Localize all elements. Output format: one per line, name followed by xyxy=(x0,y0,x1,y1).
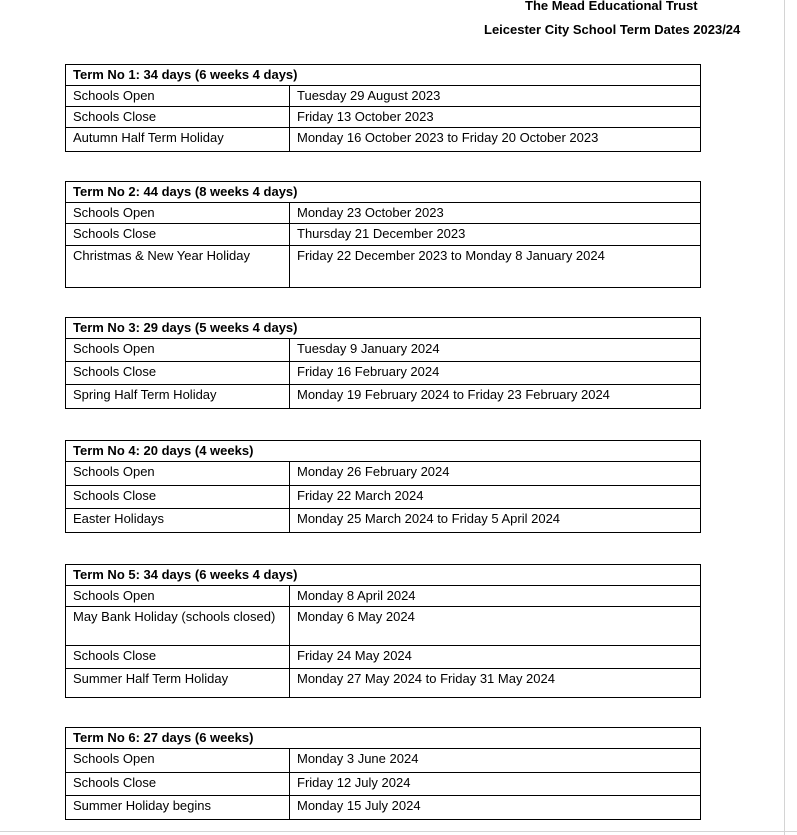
table-row xyxy=(66,773,700,796)
table-row xyxy=(66,586,700,607)
row-label: Christmas & New Year Holiday xyxy=(66,246,290,287)
term-table-3 xyxy=(65,317,701,409)
row-label: Spring Half Term Holiday xyxy=(66,385,290,408)
row-value: Friday 24 May 2024 xyxy=(297,648,412,663)
term-table-2 xyxy=(65,181,701,288)
term-heading: Term No 3: 29 days (5 weeks 4 days) xyxy=(66,318,700,339)
row-value: Friday 22 December 2023 to Monday 8 January 2024 xyxy=(297,248,605,263)
row-value: Monday 27 May 2024 to Friday 31 May 2024 xyxy=(297,671,555,686)
table-row xyxy=(66,362,700,385)
row-label: May Bank Holiday (schools closed) xyxy=(66,607,290,645)
table-row xyxy=(66,107,700,128)
row-value: Friday 13 October 2023 xyxy=(297,109,434,124)
table-row xyxy=(66,224,700,246)
table-row xyxy=(66,462,700,486)
row-value: Monday 16 October 2023 to Friday 20 October 2023 xyxy=(297,130,599,145)
row-value: Friday 12 July 2024 xyxy=(297,775,411,790)
row-label: Schools Close xyxy=(66,224,290,245)
table-row xyxy=(66,203,700,224)
row-value: Monday 8 April 2024 xyxy=(297,588,416,603)
row-label: Schools Open xyxy=(66,749,290,772)
term-heading: Term No 4: 20 days (4 weeks) xyxy=(66,441,700,462)
row-label: Schools Close xyxy=(66,362,290,384)
table-row xyxy=(66,339,700,362)
row-value: Monday 15 July 2024 xyxy=(297,798,421,813)
row-label: Autumn Half Term Holiday xyxy=(66,128,290,151)
term-heading: Term No 5: 34 days (6 weeks 4 days) xyxy=(66,565,700,586)
row-label: Schools Close xyxy=(66,773,290,795)
row-label: Schools Close xyxy=(66,107,290,127)
term-heading: Term No 2: 44 days (8 weeks 4 days) xyxy=(66,182,700,203)
row-value: Monday 26 February 2024 xyxy=(297,464,450,479)
row-label: Schools Open xyxy=(66,339,290,361)
table-row xyxy=(66,669,700,697)
row-label: Schools Close xyxy=(66,486,290,508)
term-table-1 xyxy=(65,64,701,152)
row-label: Schools Open xyxy=(66,86,290,106)
table-row xyxy=(66,246,700,287)
row-value: Friday 22 March 2024 xyxy=(297,488,424,503)
page-edge-right xyxy=(784,0,785,835)
term-table-4 xyxy=(65,440,701,533)
page-edge-bottom xyxy=(0,831,797,832)
term-heading: Term No 6: 27 days (6 weeks) xyxy=(66,728,700,749)
table-row xyxy=(66,509,700,532)
table-row xyxy=(66,486,700,509)
row-label: Schools Open xyxy=(66,586,290,606)
row-value: Monday 19 February 2024 to Friday 23 February 2024 xyxy=(297,387,610,402)
table-row xyxy=(66,749,700,773)
row-label: Summer Holiday begins xyxy=(66,796,290,819)
row-value: Tuesday 29 August 2023 xyxy=(297,88,441,103)
organisation-name: The Mead Educational Trust xyxy=(525,0,698,13)
term-table-6 xyxy=(65,727,701,820)
row-value: Thursday 21 December 2023 xyxy=(297,226,466,241)
row-value: Monday 25 March 2024 to Friday 5 April 2024 xyxy=(297,511,561,526)
table-row xyxy=(66,796,700,819)
row-value: Monday 3 June 2024 xyxy=(297,751,419,766)
document-title: Leicester City School Term Dates 2023/24 xyxy=(484,22,741,37)
table-row xyxy=(66,128,700,151)
row-label: Summer Half Term Holiday xyxy=(66,669,290,697)
row-value: Monday 23 October 2023 xyxy=(297,205,444,220)
document-header xyxy=(0,0,797,44)
row-value: Friday 16 February 2024 xyxy=(297,364,440,379)
table-row xyxy=(66,385,700,408)
row-value: Monday 6 May 2024 xyxy=(297,609,415,624)
term-heading: Term No 1: 34 days (6 weeks 4 days) xyxy=(66,65,700,86)
row-label: Easter Holidays xyxy=(66,509,290,532)
row-label: Schools Open xyxy=(66,462,290,485)
row-value: Tuesday 9 January 2024 xyxy=(297,341,440,356)
table-row xyxy=(66,646,700,669)
row-label: Schools Close xyxy=(66,646,290,668)
table-row xyxy=(66,607,700,646)
term-table-5 xyxy=(65,564,701,698)
row-label: Schools Open xyxy=(66,203,290,223)
table-row xyxy=(66,86,700,107)
